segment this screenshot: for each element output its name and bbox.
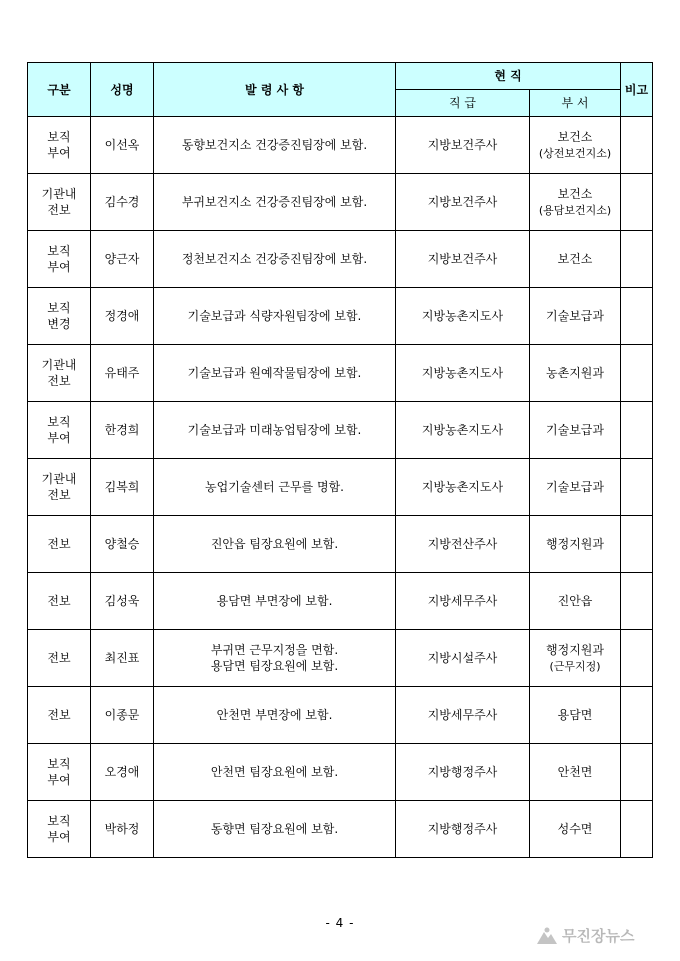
header-category: 구분	[28, 63, 91, 117]
table-row	[28, 402, 653, 459]
cell-line: 용담면	[557, 708, 593, 722]
watermark-logo	[536, 925, 634, 946]
cell-order	[154, 630, 396, 687]
cell-remarks	[621, 801, 653, 858]
cell-category	[28, 174, 91, 231]
cell-name: 이종문	[91, 687, 154, 744]
cell-line: 보건소	[557, 252, 593, 266]
table-row	[28, 687, 653, 744]
cell-remarks	[621, 744, 653, 801]
cell-order	[154, 174, 396, 231]
cell-order	[154, 687, 396, 744]
cell-line: 부여	[47, 773, 71, 787]
cell-remarks	[621, 687, 653, 744]
cell-line: 전보	[47, 537, 71, 551]
cell-order	[154, 345, 396, 402]
cell-line: 안천면	[557, 765, 593, 779]
table-row	[28, 573, 653, 630]
cell-remarks	[621, 516, 653, 573]
cell-order	[154, 801, 396, 858]
cell-line: 동향면 팀장요원에 보함.	[210, 822, 339, 836]
cell-department	[530, 117, 621, 174]
cell-line: 부여	[47, 146, 71, 160]
cell-name: 김성욱	[91, 573, 154, 630]
cell-name: 양철승	[91, 516, 154, 573]
cell-category	[28, 345, 91, 402]
cell-line: 보직	[47, 415, 71, 429]
cell-category	[28, 573, 91, 630]
cell-remarks	[621, 459, 653, 516]
cell-line: 기관내	[41, 358, 77, 372]
cell-remarks	[621, 174, 653, 231]
cell-rank: 지방시설주사	[396, 630, 530, 687]
cell-name: 오경애	[91, 744, 154, 801]
cell-line: 부여	[47, 431, 71, 445]
cell-line: 부여	[47, 830, 71, 844]
cell-category	[28, 231, 91, 288]
cell-department	[530, 288, 621, 345]
cell-line: 부여	[47, 260, 71, 274]
cell-remarks	[621, 117, 653, 174]
header-rank: 직 급	[396, 90, 530, 117]
cell-category	[28, 801, 91, 858]
cell-line: 기관내	[41, 187, 77, 201]
cell-remarks	[621, 288, 653, 345]
cell-line: 보직	[47, 814, 71, 828]
cell-line: 정천보건지소 건강증진팀장에 보함.	[181, 252, 368, 266]
header-department: 부 서	[530, 90, 621, 117]
cell-line: 기술보급과	[546, 480, 604, 494]
cell-name: 유태주	[91, 345, 154, 402]
cell-name: 박하정	[91, 801, 154, 858]
cell-line: 진안읍 팀장요원에 보함.	[210, 537, 339, 551]
cell-line: (상전보건지소)	[538, 146, 612, 160]
table-body	[28, 117, 653, 858]
cell-order	[154, 231, 396, 288]
cell-name: 김수경	[91, 174, 154, 231]
cell-remarks	[621, 573, 653, 630]
cell-line: 보직	[47, 130, 71, 144]
cell-line: (용담보건지소)	[538, 203, 612, 217]
header-remarks: 비고	[621, 63, 653, 117]
cell-rank: 지방세무주사	[396, 573, 530, 630]
cell-rank: 지방농촌지도사	[396, 402, 530, 459]
table-row	[28, 744, 653, 801]
cell-rank: 지방농촌지도사	[396, 288, 530, 345]
cell-line: 전보	[47, 374, 71, 388]
cell-name: 이선옥	[91, 117, 154, 174]
cell-line: (근무지정)	[549, 659, 601, 673]
page-number: - 4 -	[325, 916, 355, 930]
cell-department	[530, 573, 621, 630]
table-row	[28, 801, 653, 858]
cell-line: 보건소	[557, 129, 593, 144]
cell-category	[28, 516, 91, 573]
table-row	[28, 117, 653, 174]
cell-order	[154, 459, 396, 516]
cell-category	[28, 459, 91, 516]
cell-line: 농촌지원과	[546, 366, 604, 380]
header-order: 발 령 사 항	[154, 63, 396, 117]
cell-line: 전보	[47, 651, 71, 665]
cell-rank: 지방보건주사	[396, 117, 530, 174]
cell-rank: 지방농촌지도사	[396, 459, 530, 516]
cell-order	[154, 117, 396, 174]
cell-category	[28, 744, 91, 801]
cell-line: 부귀보건지소 건강증진팀장에 보함.	[181, 195, 368, 209]
cell-line: 용담면 팀장요원에 보함.	[210, 659, 339, 673]
cell-name: 최진표	[91, 630, 154, 687]
cell-line: 전보	[47, 594, 71, 608]
header-name: 성명	[91, 63, 154, 117]
cell-rank: 지방행정주사	[396, 744, 530, 801]
cell-rank: 지방농촌지도사	[396, 345, 530, 402]
cell-order	[154, 573, 396, 630]
cell-remarks	[621, 402, 653, 459]
cell-line: 성수면	[557, 822, 593, 836]
cell-rank: 지방세무주사	[396, 687, 530, 744]
cell-line: 행정지원과	[546, 537, 604, 551]
cell-line: 진안읍	[557, 594, 593, 608]
cell-department	[530, 744, 621, 801]
cell-line: 보건소	[557, 186, 593, 201]
cell-line: 부귀면 근무지정을 면함.	[210, 643, 339, 657]
cell-line: 기술보급과	[546, 309, 604, 323]
cell-line: 안천면 부면장에 보함.	[216, 708, 333, 722]
cell-line: 변경	[47, 317, 71, 331]
cell-line: 안천면 팀장요원에 보함.	[210, 765, 339, 779]
cell-rank: 지방보건주사	[396, 231, 530, 288]
cell-line: 기관내	[41, 472, 77, 486]
cell-name: 김복희	[91, 459, 154, 516]
cell-line: 보직	[47, 757, 71, 771]
cell-line: 농업기술센터 근무를 명함.	[205, 480, 344, 494]
cell-line: 기술보급과	[546, 423, 604, 437]
cell-rank: 지방전산주사	[396, 516, 530, 573]
cell-line: 보직	[47, 301, 71, 315]
table-row	[28, 630, 653, 687]
cell-category	[28, 687, 91, 744]
table-row	[28, 345, 653, 402]
cell-remarks	[621, 345, 653, 402]
watermark-text: 무진장뉴스	[562, 927, 635, 945]
cell-remarks	[621, 231, 653, 288]
cell-line: 기술보급과 미래농업팀장에 보함.	[187, 423, 362, 437]
cell-line: 행정지원과	[546, 642, 604, 657]
cell-line: 동향보건지소 건강증진팀장에 보함.	[181, 138, 368, 152]
cell-rank: 지방행정주사	[396, 801, 530, 858]
cell-line: 전보	[47, 203, 71, 217]
table-row	[28, 231, 653, 288]
table-row	[28, 174, 653, 231]
cell-order	[154, 288, 396, 345]
cell-department	[530, 459, 621, 516]
cell-department	[530, 402, 621, 459]
cell-order	[154, 402, 396, 459]
cell-remarks	[621, 630, 653, 687]
table-row	[28, 288, 653, 345]
cell-rank: 지방보건주사	[396, 174, 530, 231]
cell-line: 기술보급과 원예작물팀장에 보함.	[187, 366, 362, 380]
cell-department	[530, 231, 621, 288]
cell-name: 한경희	[91, 402, 154, 459]
cell-order	[154, 744, 396, 801]
appointment-table	[27, 62, 653, 858]
cell-line: 전보	[47, 488, 71, 502]
cell-line: 전보	[47, 708, 71, 722]
cell-department	[530, 345, 621, 402]
cell-category	[28, 630, 91, 687]
cell-department	[530, 801, 621, 858]
cell-department	[530, 174, 621, 231]
cell-category	[28, 288, 91, 345]
cell-name: 정경애	[91, 288, 154, 345]
cell-line: 용담면 부면장에 보함.	[216, 594, 333, 608]
header-current-position: 현 직	[396, 63, 621, 90]
cell-department	[530, 630, 621, 687]
table-row	[28, 516, 653, 573]
cell-department	[530, 687, 621, 744]
cell-line: 보직	[47, 244, 71, 258]
cell-name: 양근자	[91, 231, 154, 288]
mountain-logo-icon	[536, 926, 558, 946]
cell-category	[28, 402, 91, 459]
cell-department	[530, 516, 621, 573]
cell-line: 기술보급과 식량자원팀장에 보함.	[187, 309, 362, 323]
cell-category	[28, 117, 91, 174]
cell-order	[154, 516, 396, 573]
table-row	[28, 459, 653, 516]
